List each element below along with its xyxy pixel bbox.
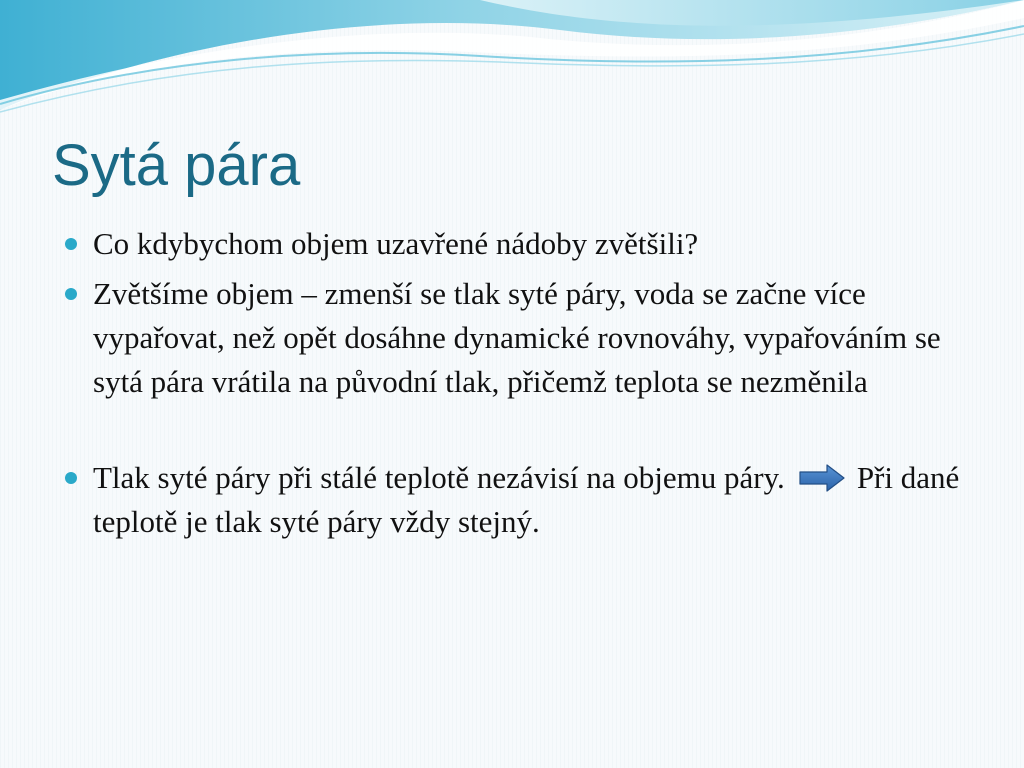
right-arrow-icon bbox=[799, 464, 845, 492]
slide-title: Sytá pára bbox=[52, 133, 301, 198]
bullet-item bbox=[64, 456, 964, 544]
bullet-text: Co kdybychom objem uzavřené nádoby zvětšili? bbox=[93, 226, 699, 261]
header-wave-decoration bbox=[0, 0, 1024, 120]
bullet-text-before-arrow: Tlak syté páry při stálé teplotě nezávisí na objemu páry. bbox=[93, 460, 785, 495]
bullet-marker-icon bbox=[65, 238, 77, 250]
bullet-marker-icon bbox=[65, 288, 77, 300]
bullet-text: Zvětšíme objem – zmenší se tlak syté páry, voda se začne více vypařovat, než opět dosáhne dynamické rovnováhy, vypařováním se sytá pára vrátila na původní tlak, přičemž teplota se nezměnila bbox=[93, 276, 941, 399]
bullet-item bbox=[64, 272, 964, 404]
bullet-marker-icon bbox=[65, 472, 77, 484]
bullet-item bbox=[64, 222, 964, 266]
bullet-list bbox=[64, 222, 964, 550]
bullet-text-after-arrow: Při dané teplotě je tlak syté páry vždy stejný. bbox=[93, 460, 960, 539]
